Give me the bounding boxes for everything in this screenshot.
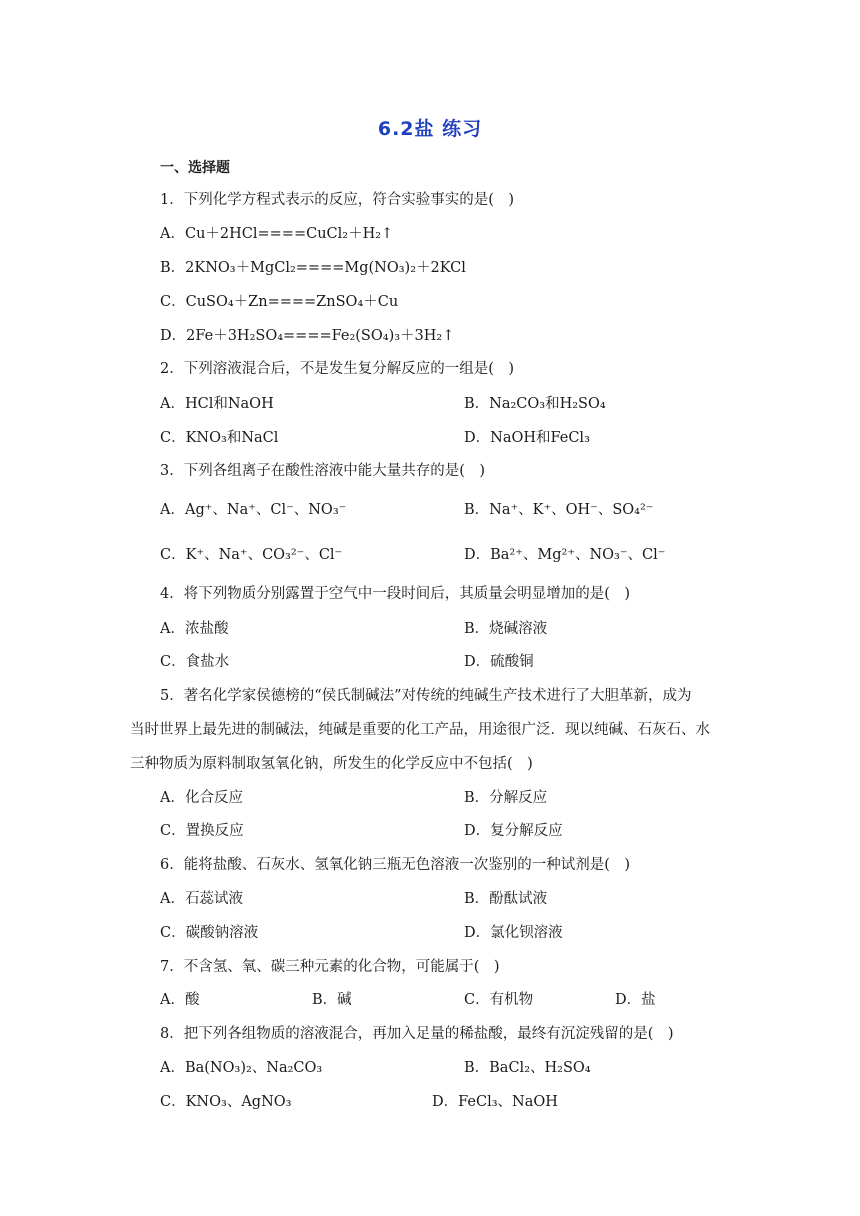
question-5-option-d: D．复分解反应 — [464, 823, 563, 839]
question-5-option-a: A．化合反应 — [160, 790, 243, 806]
question-1-stem: 1．下列化学方程式表示的反应，符合实验事实的是( ) — [160, 192, 515, 208]
question-7-stem: 7．不含氢、氧、碳三种元素的化合物，可能属于( ) — [160, 959, 500, 975]
section-heading: 一、选择题 — [160, 160, 230, 176]
question-5-stem-line-2: 当时世界上最先进的制碱法，纯碱是重要的化工产品，用途很广泛．现以纯碱、石灰石、水 — [130, 722, 710, 738]
question-5-stem-line-1: 5．著名化学家侯德榜的“侯氏制碱法”对传统的纯碱生产技术进行了大胆革新，成为 — [160, 688, 692, 704]
question-8-option-d: D．FeCl₃、NaOH — [432, 1094, 558, 1110]
question-2-option-c: C．KNO₃和NaCl — [160, 430, 279, 446]
question-1-option-d: D．2Fe＋3H₂SO₄====Fe₂(SO₄)₃＋3H₂↑ — [160, 328, 455, 344]
question-7-option-c: C．有机物 — [464, 992, 534, 1008]
question-5-stem-line-3: 三种物质为原料制取氢氧化钠，所发生的化学反应中不包括( ) — [130, 756, 533, 772]
question-2-option-b: B．Na₂CO₃和H₂SO₄ — [464, 396, 606, 412]
question-2-stem: 2．下列溶液混合后，不是发生复分解反应的一组是( ) — [160, 361, 515, 377]
question-1-option-a: A．Cu＋2HCl====CuCl₂＋H₂↑ — [160, 226, 394, 242]
question-8-option-c: C．KNO₃、AgNO₃ — [160, 1094, 292, 1110]
question-3-option-a: A．Ag⁺、Na⁺、Cl⁻、NO₃⁻ — [160, 502, 347, 518]
question-7-option-b: B．碱 — [312, 992, 352, 1008]
question-4-option-a: A．浓盐酸 — [160, 621, 229, 637]
question-6-option-b: B．酚酞试液 — [464, 891, 548, 907]
question-5-option-c: C．置换反应 — [160, 823, 244, 839]
question-7-option-d: D．盐 — [615, 992, 656, 1008]
question-6-stem: 6．能将盐酸、石灰水、氢氧化钠三瓶无色溶液一次鉴别的一种试剂是( ) — [160, 857, 631, 873]
question-1-option-b: B．2KNO₃＋MgCl₂====Mg(NO₃)₂＋2KCl — [160, 260, 466, 276]
question-3-option-c: C．K⁺、Na⁺、CO₃²⁻、Cl⁻ — [160, 547, 343, 563]
question-3-option-b: B．Na⁺、K⁺、OH⁻、SO₄²⁻ — [464, 502, 654, 518]
question-4-stem: 4．将下列物质分别露置于空气中一段时间后，其质量会明显增加的是( ) — [160, 586, 631, 602]
question-8-stem: 8．把下列各组物质的溶液混合，再加入足量的稀盐酸，最终有沉淀残留的是( ) — [160, 1026, 674, 1042]
question-3-option-d: D．Ba²⁺、Mg²⁺、NO₃⁻、Cl⁻ — [464, 547, 666, 563]
question-3-stem: 3．下列各组离子在酸性溶液中能大量共存的是( ) — [160, 463, 486, 479]
question-4-option-b: B．烧碱溶液 — [464, 621, 548, 637]
question-6-option-a: A．石蕊试液 — [160, 891, 243, 907]
question-6-option-c: C．碳酸钠溶液 — [160, 925, 259, 941]
question-1-option-c: C．CuSO₄＋Zn====ZnSO₄＋Cu — [160, 294, 399, 310]
question-7-option-a: A．酸 — [160, 992, 200, 1008]
question-8-option-a: A．Ba(NO₃)₂、Na₂CO₃ — [160, 1060, 323, 1076]
question-4-option-c: C．食盐水 — [160, 654, 230, 670]
question-4-option-d: D．硫酸铜 — [464, 654, 534, 670]
question-8-option-b: B．BaCl₂、H₂SO₄ — [464, 1060, 591, 1076]
question-2-option-a: A．HCl和NaOH — [160, 396, 274, 412]
question-6-option-d: D．氯化钡溶液 — [464, 925, 563, 941]
question-2-option-d: D．NaOH和FeCl₃ — [464, 430, 590, 446]
page-title: 6.2盐 练习 — [377, 118, 483, 140]
question-5-option-b: B．分解反应 — [464, 790, 548, 806]
